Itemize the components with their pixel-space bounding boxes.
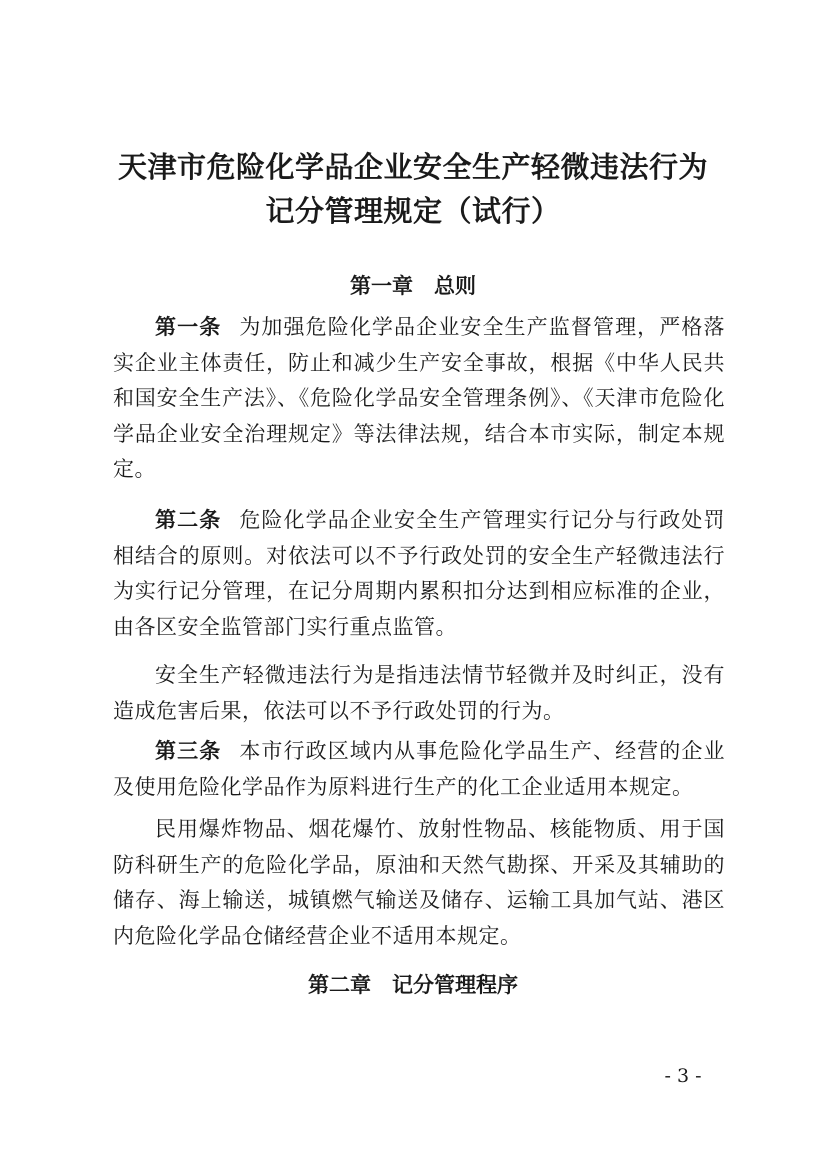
- article-1-lead: 第一条: [155, 315, 222, 339]
- chapter-2-heading: 第二章 记分管理程序: [308, 973, 518, 997]
- article-2: [113, 503, 725, 645]
- article-1-text: 为加强危险化学品企业安全生产监督管理，严格落实企业主体责任，防止和减少生产安全事故，根据《中华人民共和国安全生产法》、《危险化学品安全管理条例》、《天津市危险化学品企业安全治理规定》等法律法规，结合本市实际，制定本规定。: [113, 315, 725, 482]
- chapter-1-heading: 第一章 总则: [350, 274, 476, 298]
- article-2-paragraph-2: 安全生产轻微违法行为是指违法情节轻微并及时纠正，没有造成危害后果，依法可以不予行政处罚的行为。: [113, 663, 725, 723]
- article-3-paragraph-2: 民用爆炸物品、烟花爆竹、放射性物品、核能物质、用于国防科研生产的危险化学品，原油和天然气勘探、开采及其辅助的储存、海上输送，城镇燃气输送及储存、运输工具加气站、港区内危险化学品仓储经营企业不适用本规定。: [113, 817, 725, 948]
- article-2-text: 危险化学品企业安全生产管理实行记分与行政处罚相结合的原则。对依法可以不予行政处罚的安全生产轻微违法行为实行记分管理，在记分周期内累积扣分达到相应标准的企业，由各区安全监管部门实行重点监管。: [113, 508, 725, 639]
- document-title-line-2: 记分管理规定（试行）: [265, 194, 561, 228]
- article-1: [113, 310, 725, 488]
- page-number: - 3 -: [664, 1065, 702, 1087]
- document-title-line-1: 天津市危险化学品企业安全生产轻微违法行为: [117, 150, 708, 184]
- article-2-lead: 第二条: [155, 508, 222, 532]
- article-3-text: 本市行政区域内从事危险化学品生产、经营的企业及使用危险化学品作为原料进行生产的化工企业适用本规定。: [113, 739, 725, 799]
- article-3: [113, 734, 725, 805]
- article-3-lead: 第三条: [155, 739, 222, 763]
